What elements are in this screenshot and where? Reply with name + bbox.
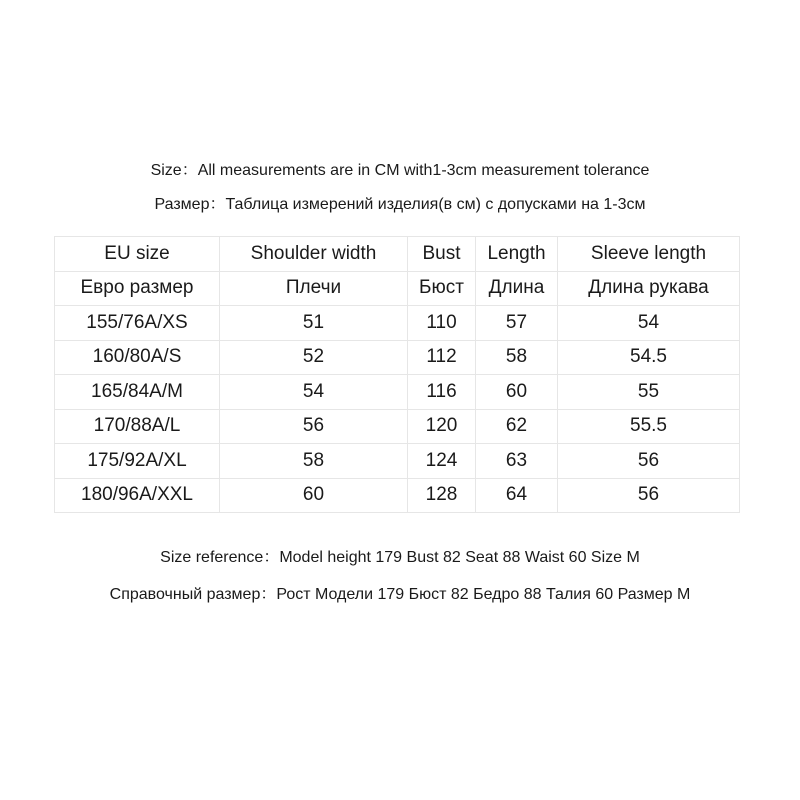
header-row-en — [55, 237, 740, 272]
header-cell: Bust — [408, 237, 476, 272]
table-cell: 63 — [476, 444, 558, 479]
table-cell: 170/88A/L — [55, 409, 220, 444]
header-cell: Length — [476, 237, 558, 272]
header-row-ru — [55, 271, 740, 306]
header-cell: EU size — [55, 237, 220, 272]
table-cell: 56 — [220, 409, 408, 444]
size-reference-en: Size reference：Model height 179 Bust 82 Seat 88 Waist 60 Size M — [160, 549, 640, 566]
header-cell: Длина — [476, 271, 558, 306]
table-row — [55, 340, 740, 375]
table-cell: 180/96A/XXL — [55, 478, 220, 513]
table-cell: 58 — [220, 444, 408, 479]
table-cell: 175/92A/XL — [55, 444, 220, 479]
table-cell: 55.5 — [558, 409, 740, 444]
table-cell: 64 — [476, 478, 558, 513]
table-cell: 60 — [220, 478, 408, 513]
header-cell: Бюст — [408, 271, 476, 306]
table-cell: 54 — [558, 306, 740, 341]
table-row — [55, 478, 740, 513]
header-cell: Евро размер — [55, 271, 220, 306]
table-row — [55, 444, 740, 479]
table-cell: 116 — [408, 375, 476, 410]
table-cell: 58 — [476, 340, 558, 375]
table-row — [55, 375, 740, 410]
table-cell: 52 — [220, 340, 408, 375]
table-cell: 62 — [476, 409, 558, 444]
table-cell: 128 — [408, 478, 476, 513]
measurement-note-ru: Размер：Таблица измерений изделия(в см) с допусками на 1-3см — [154, 196, 646, 213]
table-cell: 120 — [408, 409, 476, 444]
size-chart-table — [54, 236, 740, 513]
measurement-note-en: Size：All measurements are in CM with1-3cm measurement tolerance — [150, 162, 650, 179]
table-cell: 54 — [220, 375, 408, 410]
table-row — [55, 306, 740, 341]
table-cell: 55 — [558, 375, 740, 410]
table-row — [55, 409, 740, 444]
table-cell: 57 — [476, 306, 558, 341]
table-cell: 54.5 — [558, 340, 740, 375]
table-cell: 56 — [558, 444, 740, 479]
table-cell: 160/80A/S — [55, 340, 220, 375]
table-cell: 155/76A/XS — [55, 306, 220, 341]
table-cell: 56 — [558, 478, 740, 513]
size-reference-ru: Справочный размер：Рост Модели 179 Бюст 82 Бедро 88 Талия 60 Размер M — [109, 586, 691, 603]
header-cell: Плечи — [220, 271, 408, 306]
table-cell: 110 — [408, 306, 476, 341]
table-cell: 60 — [476, 375, 558, 410]
header-cell: Sleeve length — [558, 237, 740, 272]
table-cell: 112 — [408, 340, 476, 375]
header-cell: Длина рукава — [558, 271, 740, 306]
table-cell: 165/84A/M — [55, 375, 220, 410]
table-cell: 51 — [220, 306, 408, 341]
header-cell: Shoulder width — [220, 237, 408, 272]
table-cell: 124 — [408, 444, 476, 479]
